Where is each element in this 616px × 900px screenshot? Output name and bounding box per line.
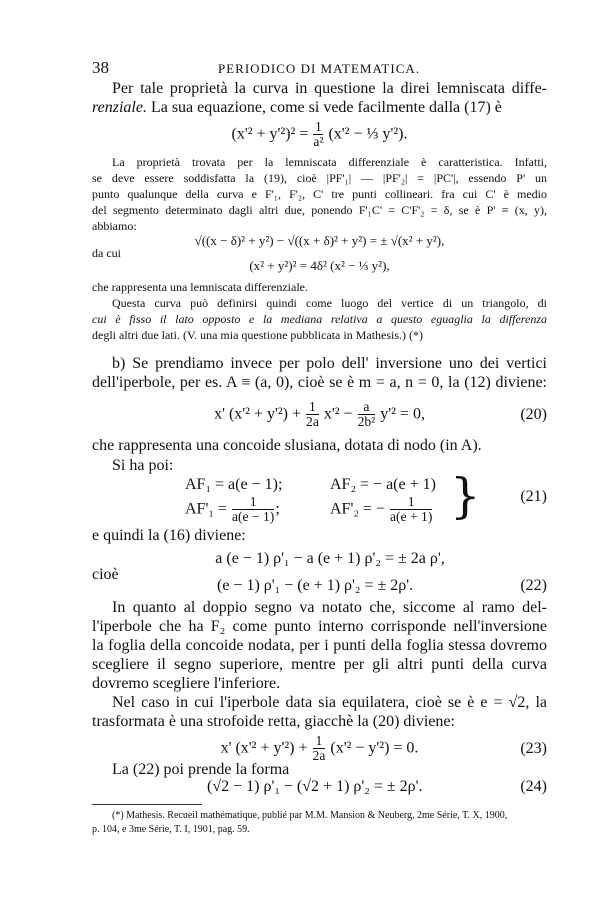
equation-number: (20) — [520, 406, 547, 423]
note-line: del segmento determinato dagli altri due, ponendo F'₁C' = C'F'₂ = δ, se è P' ≡ (x, y), — [92, 203, 547, 217]
note-line: da cui — [92, 246, 121, 260]
text-line: scegliere il segno superiore, mentre per gli altri punti della curva — [92, 656, 547, 673]
note-line: se deve essere soddisfatta la (19), cioè |PF'₁| — |PF'₂| = |PC'|, essendo P' un — [92, 171, 547, 185]
note-line: punto qualunque della curva e F'₁, F'₂, C' tre punti collineari. fra cui C' è medio — [92, 187, 547, 201]
note-line: abbiamo: — [92, 219, 137, 233]
text-line: dovremo scegliere l'inferiore. — [92, 675, 281, 692]
running-header — [92, 58, 546, 78]
text-line: l'iperbole che ha F₂ come punto interno corrisponde nell'inversione — [92, 618, 547, 635]
equation-21d: AF'₂ = − $\frac{1}{a(e + 1)}$ — [330, 494, 433, 525]
footnote-rule — [92, 804, 202, 805]
equation-22a: a (e − 1) ρ'₁ − a (e + 1) ρ'₂ = ± 2a ρ', — [215, 550, 445, 567]
equation-number: (23) — [520, 740, 547, 757]
text-line: In quanto al doppio segno va notato che, siccome al ramo del- — [112, 599, 547, 616]
text-line: La (22) poi prende la forma — [112, 761, 290, 778]
note-line: La proprietà trovata per la lemniscata differenziale è caratteristica. Infatti, — [112, 155, 547, 169]
note-line: che rappresenta una lemniscata differenziale. — [92, 280, 308, 294]
text-line: trasformata è una strofoide retta, giacchè la (20) diviene: — [92, 713, 455, 730]
text-line: Si ha poi: — [112, 457, 174, 474]
footnote-line: (*) Mathesis. Recueil mathématique, publié par M.M. Mansion & Neuberg, 2me Série, T. X, 1900, — [112, 810, 508, 821]
note-line: degli altri due lati. (V. una mia questione pubblicata in Mathesis.) (*) — [92, 328, 424, 342]
equation-21a: AF₁ = a(e − 1); — [185, 476, 283, 493]
equation-lemniscata: (x'² + y'²)² = $\frac{1}{\text{a²}}$ (x'² − ⅓ y'²). — [231, 119, 408, 150]
text-line: e quindi la (16) diviene: — [92, 527, 246, 544]
note-line: cui è fisso il lato opposto e la mediana relativa a questo eguaglia la differenza — [92, 312, 547, 326]
note-line: Questa curva può definirsi quindi come luogo del vertice di un triangolo, di — [112, 296, 547, 310]
equation-21b: AF'₁ = $\frac{1}{a(e - 1)}$ ; — [185, 494, 280, 525]
text-line: dell'iperbole, per es. A ≡ (a, 0), cioè se è m = a, n = 0, la (12) diviene: — [92, 374, 547, 391]
text-line: b) Se prendiamo invece per polo dell' inversione uno dei vertici — [112, 355, 547, 372]
text-line: che rappresenta una concoide slusiana, dotata di nodo (in A). — [92, 437, 482, 454]
journal-title: PERIODICO DI MATEMATICA. — [217, 61, 421, 76]
equation-number: (22) — [520, 577, 547, 594]
page: 38 PERIODICO DI MATEMATICA. Per tale proprietà la curva in questione la direi lemniscata diffe- renziale. La sua equazione, come si vede facilmente dalla (17) è (x'² + y'²)² = $\frac{1}{\text{a²}}$ (x'² − ⅓ y'²). La proprietà trovata per la lemniscata differenziale è caratteristica. Infatti, se deve essere soddisfatta la (19), cioè |PF'₁| — |PF'₂| = |PC'|, essendo P' un punto qualunque della curva e F'₁, F'₂, C' tre punti collineari. fra cui C' è medio del segmento determinato dagli altri due, ponendo F'₁C' = C'F'₂ = δ, se è P' ≡ (x, y), abbiamo: √((x − δ)² + y²) − √((x + δ)² + y²) = ± √(x² + y²), da cui (x² + y²)² = 4δ² (x² − ⅓ y²), che rappresenta una lemniscata differenziale. Questa curva può definirsi quindi come luogo del vertice di un triangolo, di cui è fisso il lato opposto e la mediana relativa a questo eguaglia la differenza degli altri due lati. (V. una mia questione pubblicata in Mathesis.) (*) b) Se prendiamo invece per polo dell' inversione uno dei vertici dell'iperbole, per es. A ≡ (a, 0), cioè se è m = a, n = 0, la (12) diviene: x' (x'² + y'²) + $\frac{1}{2a}$ x'² − $\frac{a}{\text{2b²}}$ y'² = 0, (20) che rappresenta una concoide slusiana, dotata di nodo (in A). Si ha poi: AF₁ = a(e − 1); AF₂ = − a(e + 1) AF'₁ = $\frac{1}{a(e - 1)}$ ; AF'₂ = − $\frac{1}{a(e + 1)}$ } (21) e quindi la (16) diviene: a (e − 1) ρ'₁ − a (e + 1) ρ'₂ = ± 2a ρ', cioè (e − 1) ρ'₁ − (e + 1) ρ'₂ = ± 2ρ'. (22) In quanto al doppio segno va notato che, siccome al ramo del- l'iperbole che ha F₂ come punto interno corrisponde nell'inversione la foglia della concoide nodata, per i punti della foglia stessa dovremo scegliere il segno superiore, mentre per gli altri punti della curva dovremo scegliere l'inferiore. Nel caso in cui l'iperbole data sia equilatera, cioè se è e = √2, la trasformata è una strofoide retta, giacchè la (20) diviene: x' (x'² + y'²) + $\frac{1}{2a}$ (x'² − y'²) = 0. (23) La (22) poi prende la forma (√2 − 1) ρ'₁ − (√2 + 1) ρ'₂ = ± 2ρ'. (24) (*) Mathesis. Recueil mathématique, publié par M.M. Mansion & Neuberg, 2me Série, T. X, 1900, p. 104, e 3me Série, T. I, 1901, pag. 59. — [0, 0, 616, 900]
text-line: renziale. La sua equazione, come si vede facilmente dalla (17) è — [92, 99, 502, 116]
equation-reduced: (x² + y²)² = 4δ² (x² − ⅓ y²), — [249, 258, 390, 273]
text-line: Nel caso in cui l'iperbole data sia equilatera, cioè se è e = √2, la — [112, 694, 547, 711]
footnote-line: p. 104, e 3me Série, T. I, 1901, pag. 59. — [92, 824, 250, 835]
text-line: Per tale proprietà la curva in questione la direi lemniscata diffe- — [112, 80, 547, 97]
text-line: la foglia della concoide nodata, per i punti della foglia stessa dovremo — [92, 637, 547, 654]
equation-number: (24) — [520, 778, 547, 795]
equation-23: x' (x'² + y'²) + $\frac{1}{2a}$ (x'² − y'²) = 0. (23) — [220, 733, 547, 764]
equation-21c: AF₂ = − a(e + 1) — [330, 476, 436, 493]
brace-icon: } — [450, 468, 481, 524]
equation-20: x' (x'² + y'²) + $\frac{1}{2a}$ x'² − $\frac{a}{\text{2b²}}$ y'² = 0, (20) — [214, 399, 547, 430]
page-number: 38 — [92, 58, 109, 77]
text-line: cioè — [92, 566, 119, 583]
equation-sqrt: √((x − δ)² + y²) − √((x + δ)² + y²) = ± √(x² + y²), — [194, 233, 445, 248]
